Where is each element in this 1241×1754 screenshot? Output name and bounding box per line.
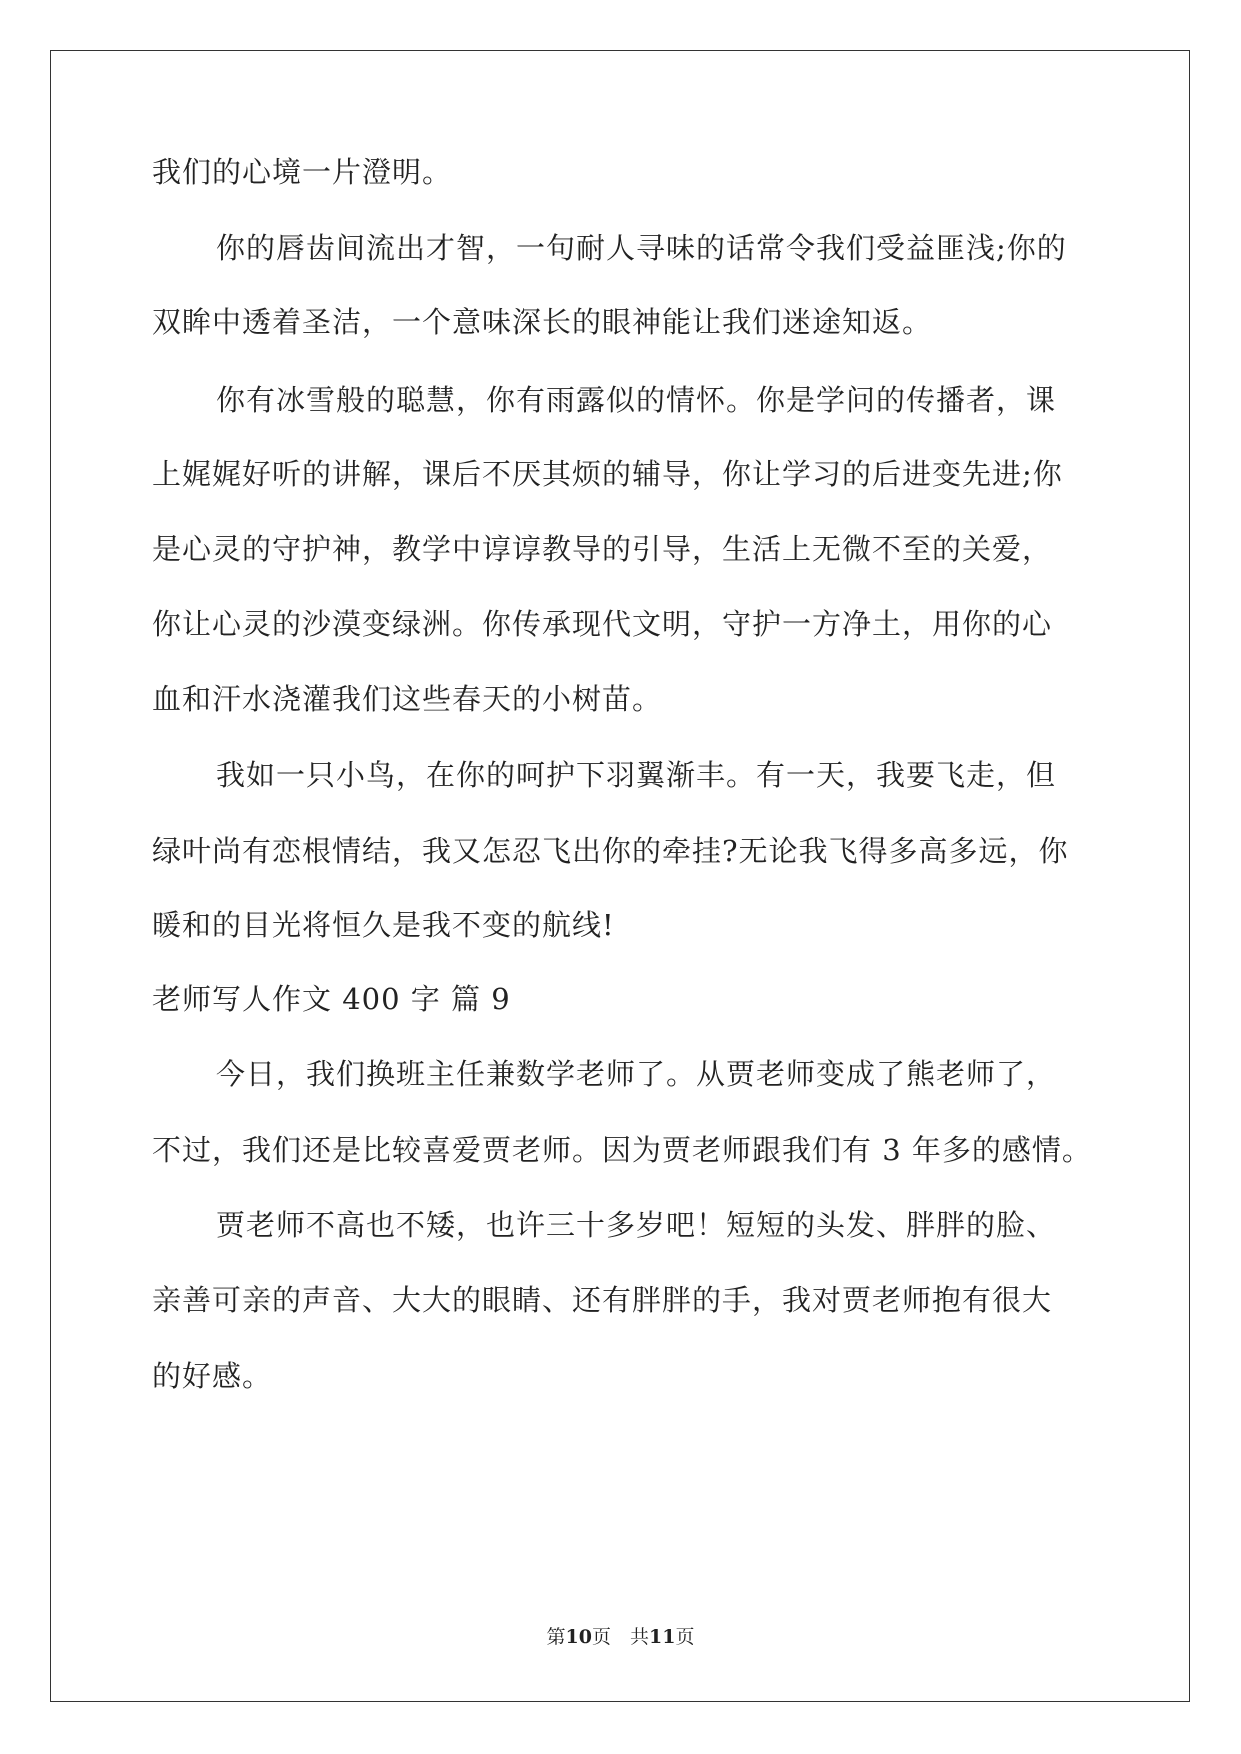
page-footer xyxy=(0,1625,1241,1649)
text-line: 血和汗水浇灌我们这些春天的小树苗。 xyxy=(152,682,663,716)
text-line: 绿叶尚有恋根情结，我又怎忍飞出你的牵挂?无论我飞得多高多远，你 xyxy=(152,834,1069,868)
text-line: 亲善可亲的声音、大大的眼睛、还有胖胖的手，我对贾老师抱有很大 xyxy=(152,1283,1053,1317)
section-heading: 老师写人作文 400 字 篇 9 xyxy=(152,982,511,1016)
paragraph-start-line: 我如一只小鸟，在你的呵护下羽翼渐丰。有一天，我要飞走，但 xyxy=(216,758,1057,792)
paragraph-start-line: 贾老师不高也不矮，也许三十多岁吧！短短的头发、胖胖的脸、 xyxy=(216,1208,1057,1242)
text-line: 暖和的目光将恒久是我不变的航线! xyxy=(152,908,615,942)
text-line: 双眸中透着圣洁，一个意味深长的眼神能让我们迷途知返。 xyxy=(152,305,933,339)
text-line: 不过，我们还是比较喜爱贾老师。因为贾老师跟我们有 3 年多的感情。 xyxy=(152,1133,1092,1167)
current-page-number: 10 xyxy=(565,1626,592,1648)
footer-prefix: 第 xyxy=(546,1626,566,1648)
paragraph-start-line: 你的唇齿间流出才智，一句耐人寻味的话常令我们受益匪浅;你的 xyxy=(216,231,1067,265)
page-border xyxy=(50,50,1190,1702)
total-page-number: 11 xyxy=(649,1626,676,1648)
text-line: 的好感。 xyxy=(152,1359,273,1393)
paragraph-start-line: 你有冰雪般的聪慧，你有雨露似的情怀。你是学问的传播者，课 xyxy=(216,383,1057,417)
text-line: 我们的心境一片澄明。 xyxy=(152,155,453,189)
text-line: 你让心灵的沙漠变绿洲。你传承现代文明，守护一方净土，用你的心 xyxy=(152,607,1053,641)
footer-middle: 页 共 xyxy=(591,1626,649,1648)
footer-suffix: 页 xyxy=(675,1626,695,1648)
paragraph-start-line: 今日，我们换班主任兼数学老师了。从贾老师变成了熊老师了， xyxy=(216,1057,1057,1091)
text-line: 是心灵的守护神，教学中谆谆教导的引导，生活上无微不至的关爱， xyxy=(152,532,1053,566)
text-line: 上娓娓好听的讲解，课后不厌其烦的辅导，你让学习的后进变先进;你 xyxy=(152,457,1063,491)
